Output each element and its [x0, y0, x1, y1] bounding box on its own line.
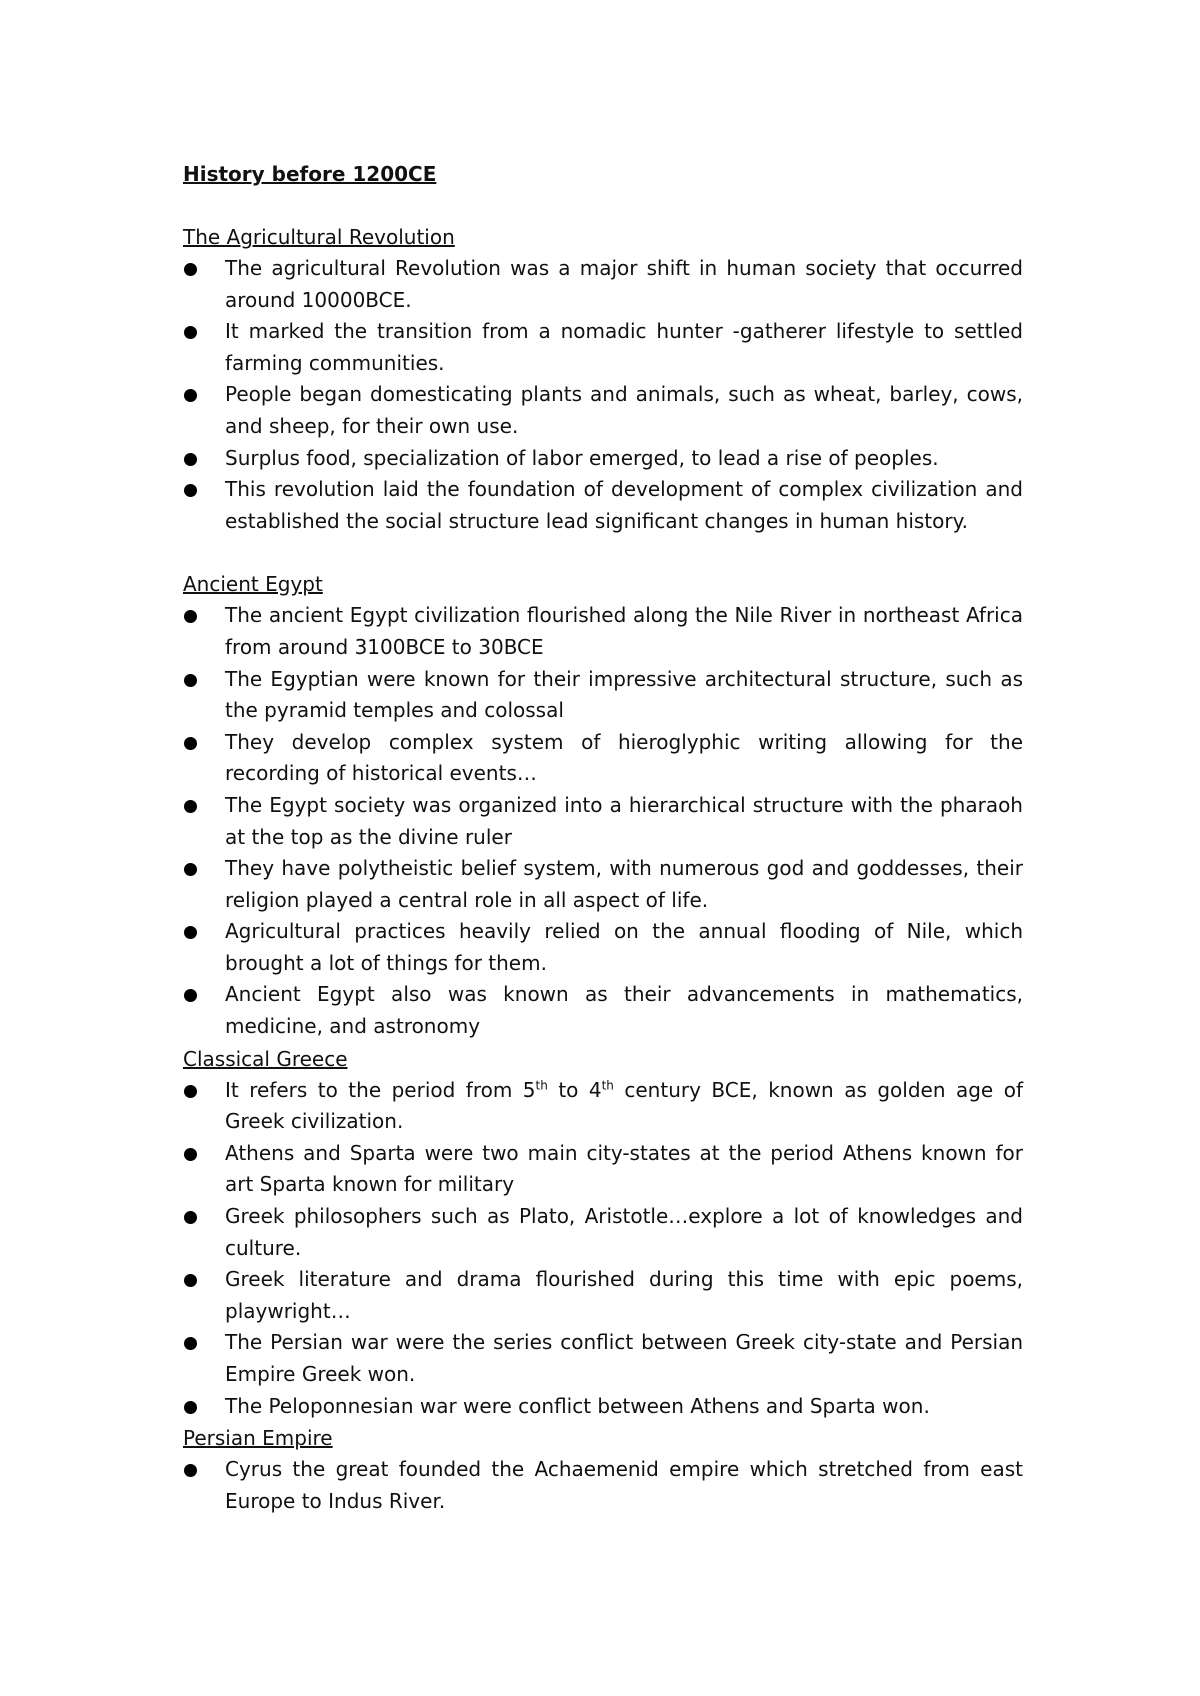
bullet-list-ancient-egypt — [183, 600, 1023, 1042]
bullet-list-agricultural-revolution — [183, 253, 1023, 537]
list-item — [183, 727, 1023, 790]
list-item — [183, 600, 1023, 663]
spacer — [183, 190, 1023, 221]
list-item-text: Cyrus the great founded the Achaemenid empire which stretched from east Europe to Indus River. — [225, 1457, 1023, 1513]
list-item — [183, 1391, 1023, 1423]
bullet-icon — [184, 863, 197, 876]
section-heading-persian-empire: Persian Empire — [183, 1426, 333, 1451]
list-item — [183, 1454, 1023, 1517]
bullet-icon — [184, 989, 197, 1002]
list-item — [183, 1201, 1023, 1264]
list-item — [183, 253, 1023, 316]
list-item — [183, 1327, 1023, 1390]
list-item-text: It marked the transition from a nomadic hunter -gatherer lifestyle to settled farming communities. — [225, 319, 1023, 375]
list-item-text: Greek philosophers such as Plato, Aristotle…explore a lot of knowledges and culture. — [225, 1204, 1023, 1260]
list-item-text: This revolution laid the foundation of development of complex civilization and established the social structure lead significant changes in human history. — [225, 477, 1023, 533]
list-item-text: Athens and Sparta were two main city-states at the period Athens known for art Sparta known for military — [225, 1140, 1023, 1197]
bullet-icon — [184, 263, 197, 276]
bullet-icon — [184, 484, 197, 497]
document-title: History before 1200CE — [183, 162, 437, 186]
list-item-text: The Persian war were the series conflict between Greek city-state and Persian Empire Greek won. — [225, 1330, 1023, 1386]
list-item — [183, 979, 1023, 1042]
bullet-icon — [184, 610, 197, 623]
bullet-icon — [184, 326, 197, 339]
section-heading-ancient-egypt: Ancient Egypt — [183, 572, 323, 597]
bullet-icon — [184, 1211, 197, 1224]
list-item — [183, 443, 1023, 475]
list-item-text: The ancient Egypt civilization flourished along the Nile River in northeast Africa from around 3100BCE to 30BCE — [225, 603, 1023, 659]
list-item-text: They develop complex system of hieroglyphic writing allowing for the recording of historical events… — [225, 729, 1023, 786]
list-item-text: Greek literature and drama flourished during this time with epic poems, playwright… — [225, 1267, 1023, 1323]
list-item-text: The Egyptian were known for their impressive architectural structure, such as the pyramid temples and colossal — [225, 666, 1023, 723]
list-item-text: It refers to the period from 5th to 4th century BCE, known as golden age of Greek civilization. — [225, 1077, 1023, 1134]
list-item — [183, 790, 1023, 853]
bullet-icon — [184, 674, 197, 687]
list-item-text: The Egypt society was organized into a hierarchical structure with the pharaoh at the top as the divine ruler — [225, 792, 1023, 849]
bullet-icon — [184, 389, 197, 402]
list-item-text: The Peloponnesian war were conflict between Athens and Sparta won. — [225, 1393, 930, 1418]
bullet-icon — [184, 1274, 197, 1287]
list-item-text: Agricultural practices heavily relied on the annual flooding of Nile, which brought a lot of things for them. — [225, 919, 1023, 975]
bullet-icon — [184, 1464, 197, 1477]
list-item — [183, 1138, 1023, 1201]
list-item-text: The agricultural Revolution was a major shift in human society that occurred around 10000BCE. — [225, 256, 1023, 312]
list-item-text: They have polytheistic belief system, with numerous god and goddesses, their religion played a central role in all aspect of life. — [225, 856, 1023, 912]
list-item-text: People began domesticating plants and animals, such as wheat, barley, cows, and sheep, for their own use. — [225, 382, 1023, 438]
list-item — [183, 916, 1023, 979]
bullet-icon — [184, 737, 197, 750]
list-item — [183, 474, 1023, 537]
list-item — [183, 316, 1023, 379]
list-item — [183, 853, 1023, 916]
list-item-text: Surplus food, specialization of labor emerged, to lead a rise of peoples. — [225, 445, 939, 470]
list-item — [183, 664, 1023, 727]
bullet-list-persian-empire — [183, 1454, 1023, 1517]
list-item — [183, 1075, 1023, 1138]
bullet-icon — [184, 1401, 197, 1414]
bullet-icon — [184, 1337, 197, 1350]
section-heading-classical-greece: Classical Greece — [183, 1046, 348, 1071]
spacer — [183, 537, 1023, 568]
list-item — [183, 379, 1023, 442]
bullet-icon — [184, 453, 197, 466]
bullet-icon — [184, 1148, 197, 1161]
bullet-list-classical-greece — [183, 1075, 1023, 1423]
bullet-icon — [184, 1085, 197, 1098]
list-item — [183, 1264, 1023, 1327]
section-heading-agricultural-revolution: The Agricultural Revolution — [183, 225, 455, 249]
bullet-icon — [184, 926, 197, 939]
bullet-icon — [184, 800, 197, 813]
list-item-text: Ancient Egypt also was known as their advancements in mathematics, medicine, and astronomy — [225, 982, 1023, 1039]
